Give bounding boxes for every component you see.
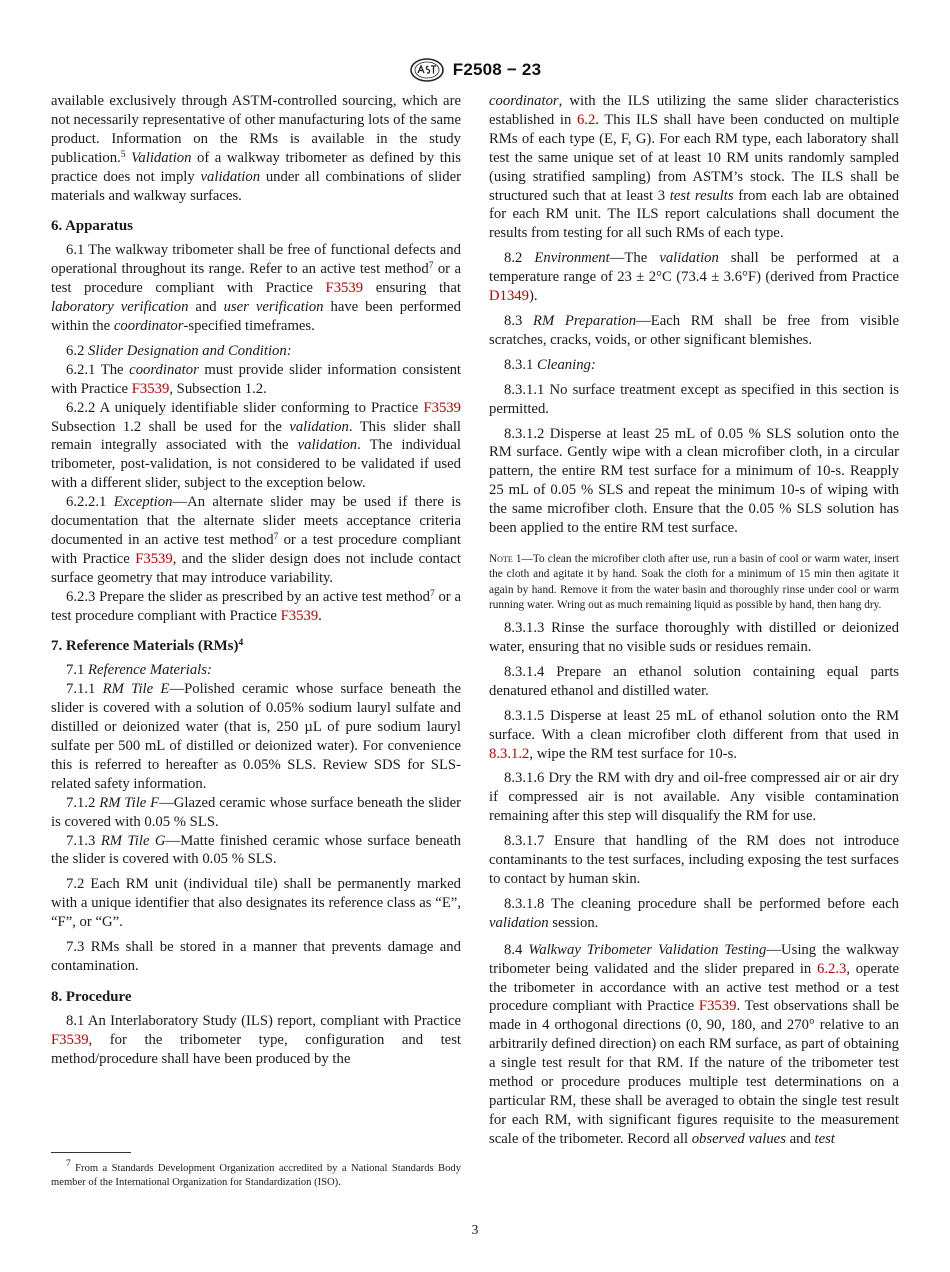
footnote-ref: 7 xyxy=(273,531,279,542)
paragraph-7-3: 7.3 RMs shall be stored in a manner that prevents damage and contamination. xyxy=(51,939,461,974)
paragraph-6-2-2: 6.2.2 A uniquely identifiable slider conforming to Practice F3539 Subsection 1.2 shall be used for the validation. This slider shall remain integrally associated with the validation. The individual tribometer, post-validation, is not considered to be validated if used with a different slider, subject to the exception below. xyxy=(51,399,462,492)
page-header xyxy=(0,58,950,82)
paragraph-8-4: 8.4 Walkway Tribometer Validation Testing—Using the walkway tribometer being validated and the slider prepared in 6.2.3, operate the tribometer in accordance with an active test method or a test procedure compliant with Practice F3539. Test observations shall be made in 4 orthogonal directions (0, 90, 180, and 270° relative to an arbitrarily defined direction) on each RM surface, as part of obtaining a single test result for that RM. If the nature of the tribometer test method or procedure produces multiple test determinations on a particular RM, these shall be averaged to obtain the single test result for each RM, with significant figures requisite to the measurement scale of the tribometer. Record all observed values and test xyxy=(489,941,900,1147)
right-column xyxy=(489,92,899,1149)
link-f3539[interactable]: F3539 xyxy=(423,399,461,416)
left-column xyxy=(51,92,461,1069)
footnote-divider xyxy=(51,1152,131,1153)
section-heading-8: 8. Procedure xyxy=(51,988,132,1005)
paragraph-6-2: 6.2 Slider Designation and Condition: xyxy=(66,342,292,359)
link-6-2[interactable]: 6.2 xyxy=(576,111,596,128)
paragraph-7-1: 7.1 Reference Materials: xyxy=(66,662,212,679)
link-f3539[interactable]: F3539 xyxy=(280,607,319,624)
paragraph-7-2: 7.2 Each RM unit (individual tile) shall be permanently marked with a unique identifier that also designates its reference class as “E”, “F”, or “G”. xyxy=(51,876,461,931)
paragraph-6-2-2-1: 6.2.2.1 Exception—An alternate slider may be used if there is documentation that the alternate slider meets acceptance criteria documented in an active test method$^7$ or a test procedure compliant with Practice F3539, and the slider design does not include contact surface geometry that may introduce variability. xyxy=(51,494,461,586)
link-f3539[interactable]: F3539 xyxy=(131,380,170,397)
footnote-ref: 7 xyxy=(429,588,435,599)
footnote-marker: 7 xyxy=(66,1159,71,1169)
paragraph-8-1: 8.1 An Interlaboratory Study (ILS) report, compliant with Practice F3539, for the tribometer type, configuration and test method/procedure shall have been produced by the xyxy=(51,1012,461,1067)
paragraph-6-2-1: 6.2.1 The coordinator must provide slider information consistent with Practice F3539, Subsection 1.2. xyxy=(51,361,461,397)
paragraph-8-1-continuation: coordinator, with the ILS utilizing the same slider characteristics established in 6.2. This ILS shall have been conducted on multiple RMs of each type (E, F, G). For each RM type, each laboratory shall test the same unique set of at least 10 RM units randomly sampled (using stratified sampling) from ASTM’s stock. The ILS shall be structured such that at least 3 test results from each lab are obtained for each RM unit. The ILS report calculations shall document the results from testing for all such RMs of each type. xyxy=(489,93,899,242)
paragraph-8-3: 8.3 RM Preparation—Each RM shall be free from visible scratches, cracks, voids, or other significant blemishes. xyxy=(489,312,899,348)
paragraph-7-1-2: 7.1.2 RM Tile F—Glazed ceramic whose surface beneath the slider is covered with 0.05 % SLS. xyxy=(51,794,462,830)
link-8-3-1-2[interactable]: 8.3.1.2 xyxy=(489,745,530,762)
page-number: 3 xyxy=(471,1222,479,1237)
link-f3539[interactable]: F3539 xyxy=(51,1031,89,1048)
paragraph-7-1-3: 7.1.3 RM Tile G—Matte finished ceramic whose surface beneath the slider is covered with 0.05 % SLS. xyxy=(51,832,462,868)
paragraph-8-3-1-5: 8.3.1.5 Disperse at least 25 mL of ethanol solution onto the RM surface. With a clean microfiber cloth different from that used in 8.3.1.2, wipe the RM test surface for 10-s. xyxy=(489,707,899,762)
paragraph-5-continuation: available exclusively through ASTM-controlled sourcing, which are not necessarily representative of other manufacturing lots of the same product. Information on the RMs is available in the study publication.$^5$ Validation of a walkway tribometer as defined by this practice does not imply validation under all combinations of slider materials and walkway surfaces. xyxy=(51,93,462,204)
paragraph-6-1: 6.1 The walkway tribometer shall be free of functional defects and operational throughout its range. Refer to an active test method$^7$ or a test procedure compliant with Practice F3539 ensuring that laboratory verification and user verification have been performed within the coordinator-specified timeframes. xyxy=(51,242,461,334)
paragraph-8-3-1: 8.3.1 Cleaning: xyxy=(504,356,596,373)
note-1: Note 1—To clean the microfiber cloth after use, run a basin of cool or warm water, insert the cloth and agitate it by hand. Soak the cloth for a minimum of 15 min then agitate it again by hand. Remove it from the water basin and thoroughly rinse under cool or warm running water. Wring out as much remaining liquid as possible by hand, then hang dry. xyxy=(489,552,899,611)
footnote-ref: 4 xyxy=(238,638,244,649)
paragraph-8-3-1-3: 8.3.1.3 Rinse the surface thoroughly with distilled or deionized water, ensuring that no visible suds or residues remain. xyxy=(489,620,899,656)
note-label: Note xyxy=(489,552,513,565)
paragraph-7-1-1: 7.1.1 RM Tile E—Polished ceramic whose surface beneath the slider is covered with a solution of 0.05% sodium lauryl sulfate and distilled or deionized water (that is, 250 µL of pure sodium lauryl sulfate per 500 mL of distilled or deionized water). For convenience this is referred to hereafter as 0.05% SLS. Review SDS for SLS-related safety information. xyxy=(51,681,462,792)
paragraph-8-2: 8.2 Environment—The validation shall be performed at a temperature range of 23 ± 2°C (73.4 ± 3.6°F) (derived from Practice D1349). xyxy=(489,250,899,305)
astm-logo-icon xyxy=(409,58,445,82)
section-heading-6: 6. Apparatus xyxy=(51,218,133,235)
link-f3539[interactable]: F3539 xyxy=(325,280,364,297)
footnote-7: $^7$ From a Standards Development Organization accredited by a National Standards Body member of the International Organization for Standardization (ISO). xyxy=(51,1159,461,1189)
paragraph-8-3-1-7: 8.3.1.7 Ensure that handling of the RM does not introduce contaminants to the test surfaces, including exposing the test surfaces to contact by human skin. xyxy=(489,833,899,887)
paragraph-8-3-1-1: 8.3.1.1 No surface treatment except as specified in this section is permitted. xyxy=(489,381,899,417)
link-f3539[interactable]: F3539 xyxy=(698,998,737,1015)
link-6-2-3[interactable]: 6.2.3 xyxy=(817,960,847,977)
paragraph-8-3-1-8: 8.3.1.8 The cleaning procedure shall be performed before each validation session. xyxy=(489,895,899,931)
footnote-ref: 5 xyxy=(120,149,126,160)
paragraph-6-2-3: 6.2.3 Prepare the slider as prescribed by an active test method$^7$ or a test procedure compliant with Practice F3539. xyxy=(51,588,461,624)
paragraph-8-3-1-6: 8.3.1.6 Dry the RM with dry and oil-free compressed air or air dry if compressed air is not available. Any visible contamination remaining after this step will disqualify the RM for use. xyxy=(489,770,899,825)
paragraph-8-3-1-2: 8.3.1.2 Disperse at least 25 mL of 0.05 % SLS solution onto the RM surface. Gently wipe with a clean microfiber cloth, in a circular pattern, the entire RM test surface for a minimum of 10-s. Reapply 25 mL of 0.05 % SLS and repeat the minimum 10-s of wiping with the same microfiber cloth. Ensure that the 0.05 % SLS solution has been applied to the entire RM test surface. xyxy=(489,425,899,537)
document-designation: F2508 − 23 xyxy=(452,60,542,79)
footnote-ref: 7 xyxy=(428,261,434,272)
paragraph-8-3-1-4: 8.3.1.4 Prepare an ethanol solution containing equal parts denatured ethanol and distilled water. xyxy=(489,663,899,699)
section-heading-7: 7. Reference Materials (RMs)$^4$ xyxy=(51,638,244,655)
link-f3539[interactable]: F3539 xyxy=(135,550,173,567)
link-d1349[interactable]: D1349 xyxy=(489,288,529,305)
